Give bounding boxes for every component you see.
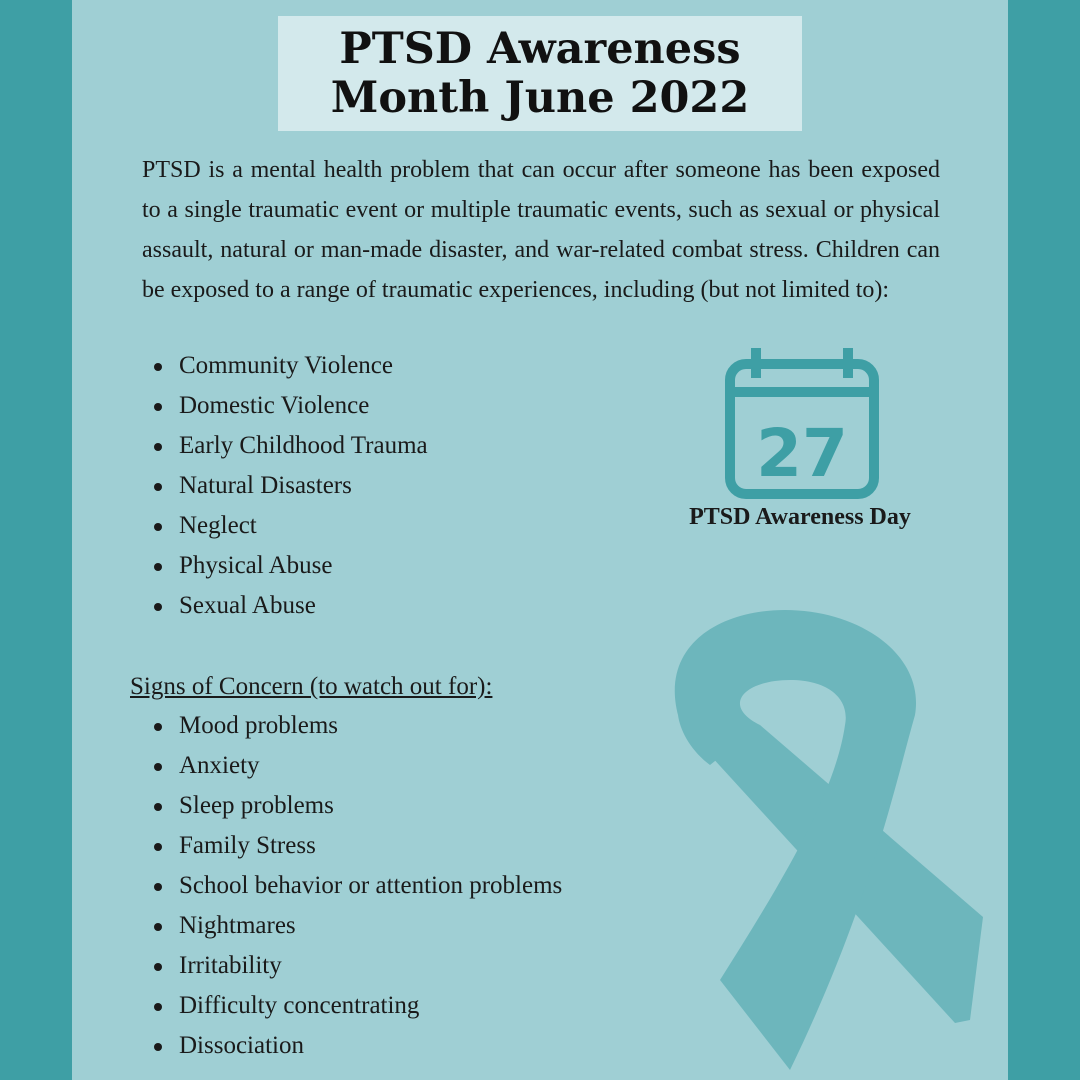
list-item	[142, 946, 562, 986]
bullet-icon	[154, 483, 162, 491]
list-item-label: School behavior or attention problems	[179, 872, 563, 899]
bullet-icon	[154, 963, 162, 971]
list-item-label: Nightmares	[179, 912, 296, 939]
awareness-day-label: PTSD Awareness Day	[689, 504, 911, 530]
title-line-2: Month June 2022	[330, 73, 750, 123]
intro-paragraph: PTSD is a mental health problem that can occur after someone has been exposed to a single traumatic event or multiple traumatic events, such as sexual or physical assault, natural or man-made disaster, and war-related combat stress. Children can be exposed to a range of traumatic experiences, including (but not limited to):	[142, 157, 940, 303]
list-item-label: Irritability	[179, 952, 282, 979]
list-item	[142, 586, 428, 626]
list-item-label: Mood problems	[179, 712, 339, 739]
list-item-label: Sexual Abuse	[179, 592, 316, 619]
list-item	[142, 866, 562, 906]
list-item-label: Family Stress	[179, 832, 316, 859]
list-item	[142, 1026, 562, 1066]
bullet-icon	[154, 1043, 162, 1051]
list-item-label: Anxiety	[179, 752, 260, 779]
signs-list	[142, 706, 562, 1066]
list-item-label: Neglect	[179, 512, 257, 539]
bullet-icon	[154, 763, 162, 771]
calendar-day-number: 27	[756, 415, 848, 492]
list-item-label: Physical Abuse	[179, 552, 333, 579]
list-item	[142, 546, 428, 586]
list-item	[142, 746, 562, 786]
bullet-icon	[154, 1003, 162, 1011]
list-item-label: Sleep problems	[179, 792, 334, 819]
list-item-label: Community Violence	[179, 352, 393, 379]
awareness-ribbon-icon	[650, 605, 995, 1075]
bullet-icon	[154, 923, 162, 931]
bullet-icon	[154, 803, 162, 811]
list-item-label: Domestic Violence	[179, 392, 370, 419]
title-line-1: PTSD Awareness	[339, 24, 741, 74]
bullet-icon	[154, 403, 162, 411]
list-item	[142, 906, 562, 946]
bullet-icon	[154, 723, 162, 731]
bullet-icon	[154, 523, 162, 531]
bullet-icon	[154, 563, 162, 571]
calendar-icon	[722, 344, 882, 504]
bullet-icon	[154, 443, 162, 451]
list-item	[142, 346, 428, 386]
list-item	[142, 826, 562, 866]
bullet-icon	[154, 363, 162, 371]
signs-heading: Signs of Concern (to watch out for):	[130, 673, 493, 700]
list-item-label: Natural Disasters	[179, 472, 352, 499]
list-item	[142, 986, 562, 1026]
list-item	[142, 466, 428, 506]
list-item	[142, 786, 562, 826]
list-item	[142, 506, 428, 546]
list-item-label: Difficulty concentrating	[179, 992, 420, 1019]
list-item-label: Early Childhood Trauma	[179, 432, 428, 459]
bullet-icon	[154, 883, 162, 891]
title-box	[278, 16, 802, 131]
list-item	[142, 386, 428, 426]
bullet-icon	[154, 603, 162, 611]
bullet-icon	[154, 843, 162, 851]
list-item	[142, 426, 428, 466]
list-item	[142, 706, 562, 746]
trauma-list	[142, 346, 428, 626]
list-item-label: Dissociation	[179, 1032, 304, 1059]
